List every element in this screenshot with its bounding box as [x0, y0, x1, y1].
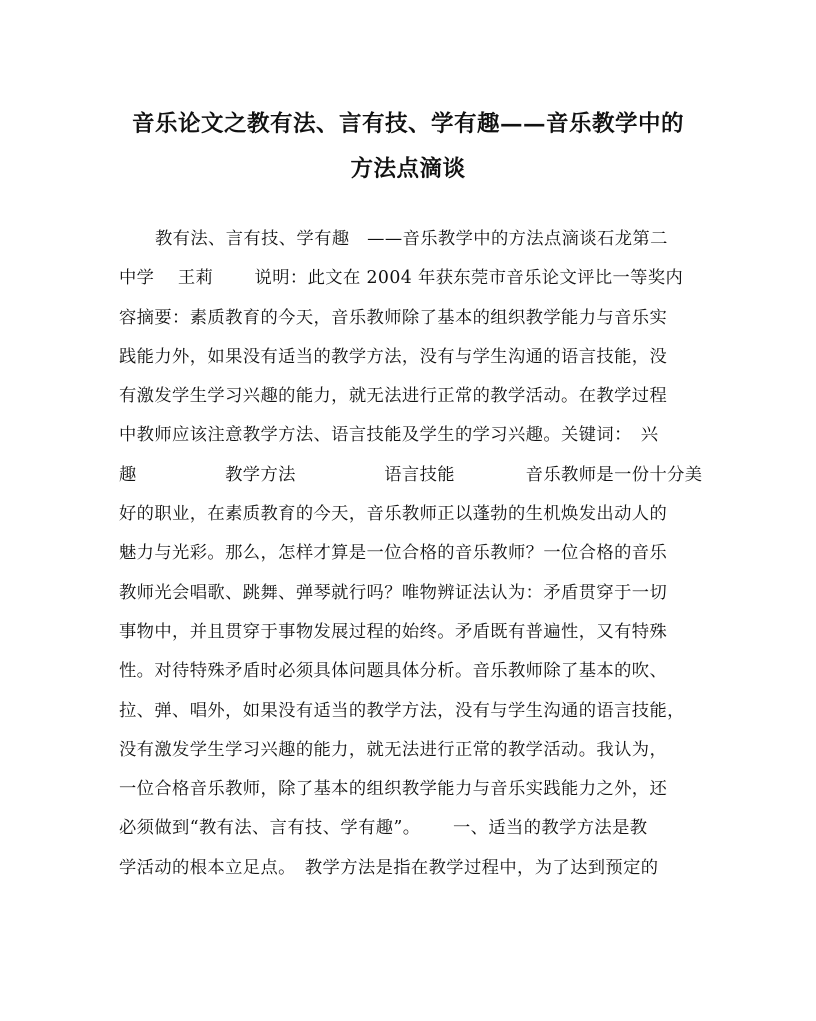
body-line: 性。对待特殊矛盾时必须具体问题具体分析。音乐教师除了基本的吹、	[119, 661, 668, 682]
body-line: 好的职业，在素质教育的今天，音乐教师正以蓬勃的生机焕发出动人的	[119, 504, 668, 525]
body-line: 容摘要：素质教育的今天，音乐教师除了基本的组织教学能力与音乐实	[119, 307, 668, 328]
title-line-1: 音乐论文之教有法、言有技、学有趣——音乐教学中的	[131, 111, 684, 137]
body-line: 一位合格音乐教师，除了基本的组织教学能力与音乐实践能力之外，还	[119, 779, 668, 800]
body-line: 事物中，并且贯穿于事物发展过程的始终。矛盾既有普遍性，又有特殊	[119, 621, 668, 642]
body-line: 中学 王莉 说明：此文在 2004 年获东莞市音乐论文评比一等奖内	[119, 268, 684, 289]
title-line-2: 方法点滴谈	[350, 156, 466, 182]
body-line: 学活动的根本立足点。 教学方法是指在教学过程中，为了达到预定的	[119, 857, 659, 878]
body-line: 教有法、言有技、学有趣 ——音乐教学中的方法点滴谈石龙第二	[155, 229, 668, 249]
body-line: 拉、弹、唱外，如果没有适当的教学方法，没有与学生沟通的语言技能，	[119, 700, 685, 721]
body-line: 教师光会唱歌、跳舞、弹琴就行吗？唯物辨证法认为：矛盾贯穿于一切	[119, 582, 668, 603]
body-line: 魅力与光彩。那么，怎样才算是一位合格的音乐教师？一位合格的音乐	[119, 543, 668, 564]
document-title	[100, 102, 716, 192]
body-line: 没有激发学生学习兴趣的能力，就无法进行正常的教学活动。我认为，	[119, 739, 668, 760]
body-line: 有激发学生学习兴趣的能力，就无法进行正常的教学活动。在教学过程	[119, 386, 668, 407]
body-line: 趣 教学方法 语言技能 音乐教师是一份十分美	[119, 464, 703, 485]
document-body	[119, 220, 703, 888]
body-line: 必须做到“教有法、言有技、学有趣”。 一、适当的教学方法是教	[119, 818, 648, 839]
body-line: 中教师应该注意教学方法、语言技能及学生的学习兴趣。关键词： 兴	[119, 425, 659, 446]
body-line: 践能力外，如果没有适当的教学方法，没有与学生沟通的语言技能，没	[119, 346, 668, 367]
